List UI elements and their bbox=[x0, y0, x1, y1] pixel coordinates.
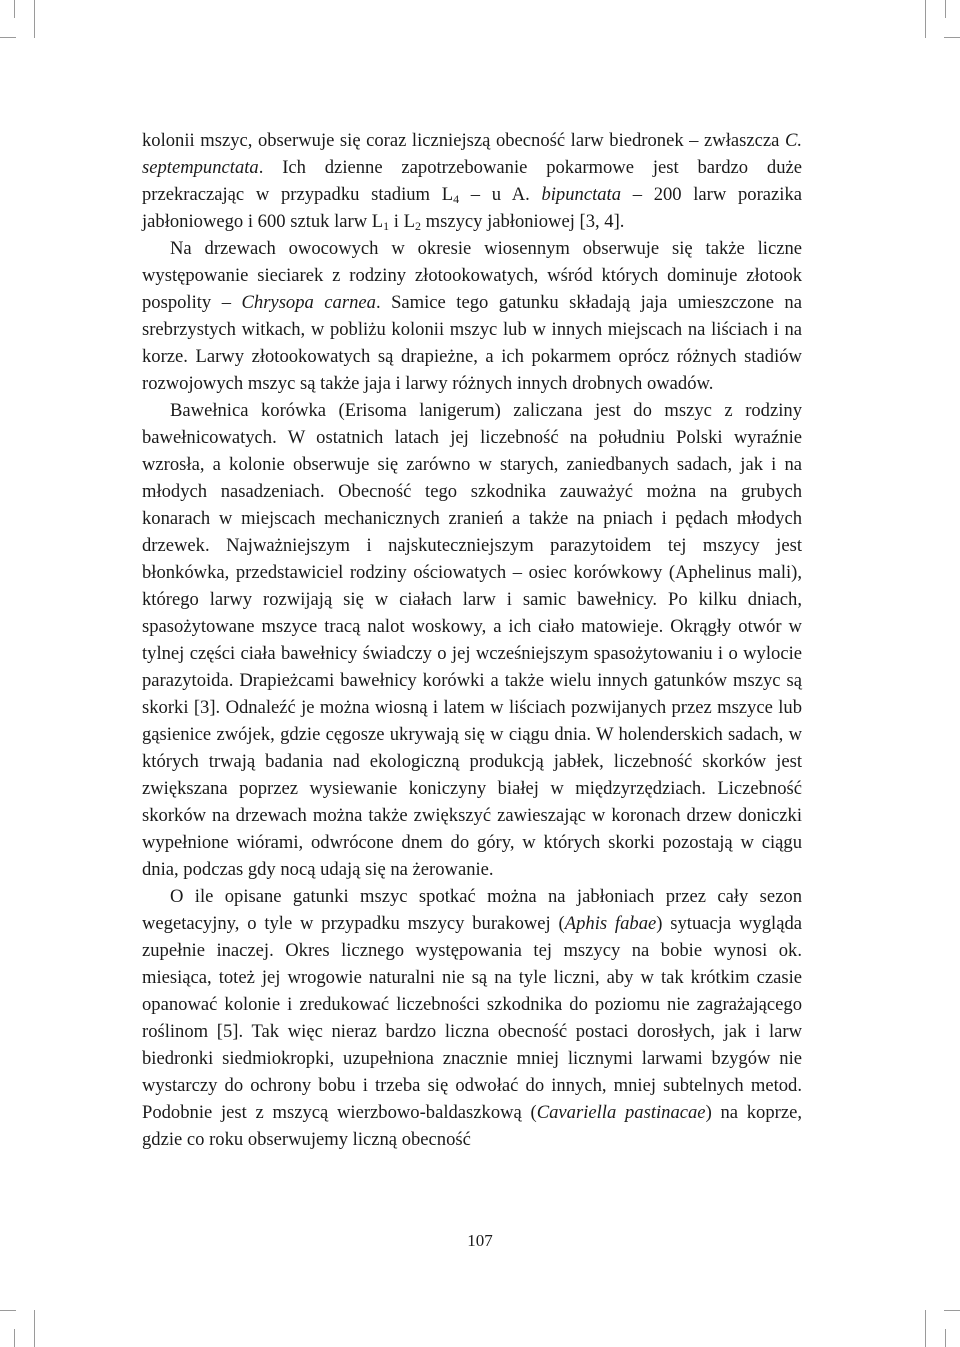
subscript: 1 bbox=[383, 219, 390, 233]
crop-mark-bottom-left-horizontal bbox=[0, 1310, 16, 1311]
paragraph bbox=[142, 235, 802, 397]
page-number: 107 bbox=[467, 1231, 493, 1250]
crop-mark-bottom-right-inner bbox=[945, 1329, 946, 1347]
text-run: mszycy jabłoniowej [3, 4]. bbox=[420, 211, 625, 232]
text-run: Bawełnica korówka (Erisoma lanigerum) zaliczana jest do mszyc z rodziny bawełnicowatych. W ostatnich latach jej liczebność na południu Polski wyraźnie wzrosła, a kolonie obserwuje się zarówno w starych, zaniedbanych sadach, jak i na młodych nasadzeniach. Obecność tego szkodnika zauważyć można na grubych konarach w miejscach mechanicznych zranień a także na pniach i pędach młodych drzewek. Najważniejszym i najskuteczniejszym parazytoidem tej mszycy jest błonkówka, przedstawiciel rodziny ościowatych – osiec korówkowy (Aphelinus mali), którego larwy rozwijają się w ciałach larw i samic bawełnicy. Po kilku dniach, spasożytowane mszyce tracą nalot woskowy, a ich ciało matowieje. Okrągły otwór w tylnej części ciała bawełnicy świadczy o jej wcześniejszym spasożytowaniu i o wylocie parazytoida. Drapieżcami bawełnicy korówki a także wielu innych gatunków mszyc są skorki [3]. Odnaleźć je można wiosną i latem w liściach pozwijanych przez mszyce lub gąsienice zwójek, gdzie cęgosze ukrywają się w ciągu dnia. W holenderskich sadach, w których trwają badania nad ekologiczną produkcją jabłek, liczebność skorków jest zwiększana poprzez wysiewanie koniczyny białej w międzyrzędziach. Liczebność skorków na drzewach można także zwiększyć zawieszając w koronach drzew doniczki wypełnione wiórami, odwrócone dnem do góry, w których skorki pozostają w ciągu dnia, podczas gdy nocą udają się na żerowanie. bbox=[142, 400, 802, 880]
text-run: ) na koprze, gdzie co roku obserwujemy liczną obecność bbox=[142, 1102, 802, 1150]
crop-mark-bottom-left-vertical bbox=[34, 1310, 35, 1347]
crop-mark-top-left-vertical bbox=[34, 0, 35, 38]
subscript: 4 bbox=[453, 192, 460, 206]
paragraph bbox=[142, 127, 802, 235]
text-run: Na drzewach owocowych w okresie wiosennym obserwuje się także liczne występowanie sieciarek z rodziny złotookowatych, wśród których dominuje złotook pospolity – bbox=[142, 238, 802, 313]
text-run: . Ich dzienne zapotrzebowanie pokarmowe jest bardzo duże przekraczając w przypadku stadium L bbox=[142, 157, 802, 205]
paragraph bbox=[142, 883, 802, 1153]
subscript: 2 bbox=[414, 219, 421, 233]
italic-term: Chrysopa carnea bbox=[241, 292, 376, 313]
crop-mark-top-right-horizontal bbox=[944, 37, 960, 38]
text-run: . Samice tego gatunku składają jaja umieszczone na srebrzystych witkach, w pobliżu kolonii mszyc lub w innych miejscach na liściach i na korze. Larwy złotookowatych są drapieżne, a ich pokarmem oprócz różnych stadiów rozwojowych mszyc są także jaja i larwy różnych innych drobnych owadów. bbox=[142, 292, 802, 394]
text-run: ) sytuacja wygląda zupełnie inaczej. Okres licznego występowania tej mszycy na bobie wynosi ok. miesiąca, toteż jej wrogowie naturalni nie są na tyle liczni, aby w tak krótkim czasie opanować kolonie i zredukować liczebności szkodnika do poziomu nie zagrażającego roślinom [5]. Tak więc nieraz bardzo liczna obecność postaci dorosłych, jak i larw biedronki siedmiokropki, uzupełniona znacznie mniej licznymi larwami bzygów nie wystarczy do ochrony bobu i trzeba się odwołać do innych, mniej subtelnych metod. Podobnie jest z mszycą wierzbowo-baldaszkową ( bbox=[142, 913, 803, 1123]
crop-mark-top-left-inner bbox=[14, 0, 15, 18]
text-run: i L bbox=[389, 211, 415, 232]
italic-term: Cavariella pastinacae bbox=[536, 1102, 706, 1123]
text-run: kolonii mszyc, obserwuje się coraz liczniejszą obecność larw biedronek – zwłaszcza bbox=[142, 130, 785, 151]
italic-term: bipunctata bbox=[541, 184, 622, 205]
crop-mark-bottom-right-horizontal bbox=[944, 1310, 960, 1311]
text-run: – u A. bbox=[459, 184, 542, 205]
body-text bbox=[142, 127, 802, 1153]
text-run: – 200 larw porazika jabłoniowego i 600 sztuk larw L bbox=[142, 184, 802, 232]
paragraph bbox=[142, 397, 802, 883]
italic-term: Aphis fabae bbox=[564, 913, 657, 934]
crop-mark-top-right-inner bbox=[945, 0, 946, 18]
crop-mark-top-left-horizontal bbox=[0, 37, 16, 38]
italic-term: C. septempunctata bbox=[142, 130, 802, 178]
crop-mark-bottom-left-inner bbox=[14, 1329, 15, 1347]
crop-mark-bottom-right-vertical bbox=[925, 1310, 926, 1347]
text-run: O ile opisane gatunki mszyc spotkać można na jabłoniach przez cały sezon wegetacyjny, o tyle w przypadku mszycy burakowej ( bbox=[142, 886, 802, 934]
crop-mark-top-right-vertical bbox=[925, 0, 926, 38]
